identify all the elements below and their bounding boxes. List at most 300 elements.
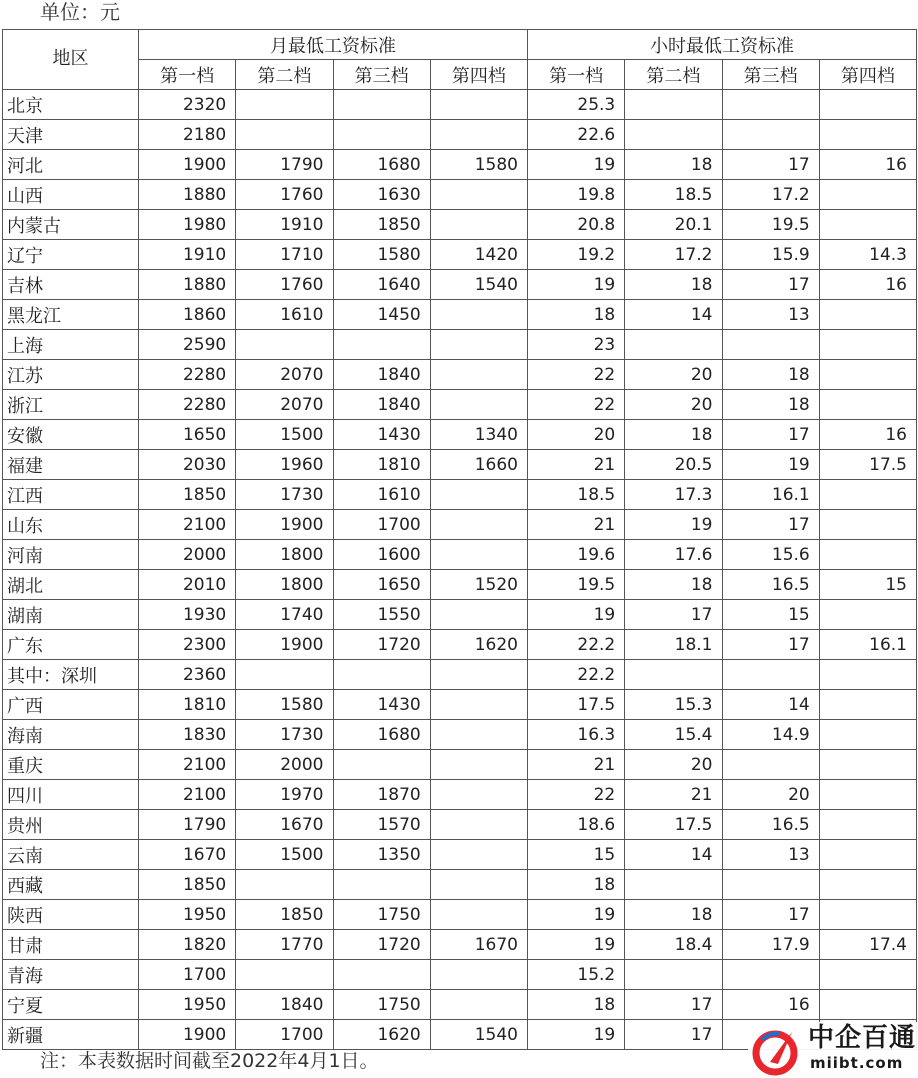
tier-header: 第四档 xyxy=(430,60,527,90)
monthly-wage-cell xyxy=(430,210,527,240)
monthly-wage-cell: 1960 xyxy=(236,450,333,480)
region-cell: 安徽 xyxy=(3,420,139,450)
hourly-wage-cell: 16 xyxy=(819,420,916,450)
region-cell: 山东 xyxy=(3,510,139,540)
monthly-wage-cell: 1700 xyxy=(139,960,236,990)
table-row xyxy=(3,270,917,300)
hourly-wage-cell: 18 xyxy=(625,900,722,930)
monthly-wage-cell xyxy=(430,690,527,720)
monthly-wage-cell xyxy=(236,960,333,990)
hourly-wage-cell: 22 xyxy=(528,780,625,810)
monthly-wage-cell: 1670 xyxy=(139,840,236,870)
region-cell: 海南 xyxy=(3,720,139,750)
monthly-wage-cell: 1760 xyxy=(236,180,333,210)
hourly-wage-cell: 19 xyxy=(625,510,722,540)
monthly-wage-cell: 1810 xyxy=(139,690,236,720)
hourly-wage-cell: 18 xyxy=(625,150,722,180)
hourly-wage-cell: 20 xyxy=(625,360,722,390)
hourly-wage-cell: 19 xyxy=(528,1020,625,1050)
monthly-wage-cell: 1860 xyxy=(139,300,236,330)
monthly-wage-cell xyxy=(430,990,527,1020)
monthly-wage-cell: 1870 xyxy=(333,780,430,810)
monthly-wage-cell: 1720 xyxy=(333,630,430,660)
monthly-wage-cell: 1550 xyxy=(333,600,430,630)
region-cell: 新疆 xyxy=(3,1020,139,1050)
hourly-wage-cell: 20 xyxy=(722,780,819,810)
monthly-wage-cell: 1430 xyxy=(333,420,430,450)
hourly-wage-cell xyxy=(722,750,819,780)
monthly-wage-cell: 1630 xyxy=(333,180,430,210)
monthly-wage-cell: 1830 xyxy=(139,720,236,750)
hourly-wage-cell xyxy=(625,960,722,990)
monthly-wage-cell: 2280 xyxy=(139,360,236,390)
monthly-wage-cell xyxy=(236,90,333,120)
hourly-wage-cell: 19 xyxy=(528,600,625,630)
hourly-wage-cell xyxy=(819,810,916,840)
monthly-wage-cell: 1580 xyxy=(430,150,527,180)
hourly-wage-cell: 18 xyxy=(625,270,722,300)
hourly-wage-cell xyxy=(819,360,916,390)
hourly-wage-cell: 17 xyxy=(722,420,819,450)
hourly-wage-cell: 17 xyxy=(722,630,819,660)
hourly-wage-cell: 16 xyxy=(819,150,916,180)
monthly-wage-cell: 2320 xyxy=(139,90,236,120)
hourly-wage-cell: 21 xyxy=(625,780,722,810)
table-row xyxy=(3,510,917,540)
hourly-wage-cell: 19 xyxy=(722,450,819,480)
monthly-wage-cell xyxy=(430,900,527,930)
monthly-wage-cell: 1820 xyxy=(139,930,236,960)
table-header xyxy=(3,30,917,90)
hourly-wage-cell: 17.3 xyxy=(625,480,722,510)
monthly-wage-cell: 1500 xyxy=(236,840,333,870)
monthly-wage-cell: 2000 xyxy=(236,750,333,780)
region-cell: 江苏 xyxy=(3,360,139,390)
hourly-wage-cell: 19.8 xyxy=(528,180,625,210)
hourly-wage-cell xyxy=(819,120,916,150)
monthly-wage-cell: 2010 xyxy=(139,570,236,600)
monthly-wage-cell: 1900 xyxy=(139,1020,236,1050)
monthly-wage-cell: 1980 xyxy=(139,210,236,240)
hourly-wage-cell: 20.8 xyxy=(528,210,625,240)
table-body xyxy=(3,90,917,1050)
tier-header: 第四档 xyxy=(819,60,916,90)
monthly-wage-cell: 1650 xyxy=(333,570,430,600)
monthly-wage-cell xyxy=(430,780,527,810)
hourly-wage-cell: 14 xyxy=(625,840,722,870)
monthly-wage-cell: 1650 xyxy=(139,420,236,450)
table-row xyxy=(3,630,917,660)
monthly-wage-cell xyxy=(236,120,333,150)
hourly-wage-cell: 15.9 xyxy=(722,240,819,270)
hourly-wage-cell: 17 xyxy=(722,510,819,540)
region-cell: 内蒙古 xyxy=(3,210,139,240)
hourly-wage-cell: 19 xyxy=(528,900,625,930)
region-cell: 河南 xyxy=(3,540,139,570)
table-row xyxy=(3,210,917,240)
tier-header: 第三档 xyxy=(333,60,430,90)
hourly-wage-cell: 22 xyxy=(528,390,625,420)
monthly-wage-cell: 1930 xyxy=(139,600,236,630)
monthly-wage-header: 月最低工资标准 xyxy=(139,30,528,60)
watermark-url: miibt.com xyxy=(810,1054,904,1072)
table-row xyxy=(3,840,917,870)
table-row xyxy=(3,420,917,450)
hourly-wage-cell: 17 xyxy=(722,150,819,180)
region-cell: 湖北 xyxy=(3,570,139,600)
hourly-wage-cell: 15.6 xyxy=(722,540,819,570)
hourly-wage-cell: 22 xyxy=(528,360,625,390)
table-row xyxy=(3,720,917,750)
region-cell: 辽宁 xyxy=(3,240,139,270)
unit-label: 单位：元 xyxy=(40,0,120,24)
watermark-name: 中企百通 xyxy=(808,1023,917,1053)
region-cell: 黑龙江 xyxy=(3,300,139,330)
region-cell: 重庆 xyxy=(3,750,139,780)
hourly-wage-cell xyxy=(819,870,916,900)
monthly-wage-cell xyxy=(236,870,333,900)
monthly-wage-cell xyxy=(430,750,527,780)
hourly-wage-cell: 14.3 xyxy=(819,240,916,270)
region-cell: 甘肃 xyxy=(3,930,139,960)
monthly-wage-cell: 1580 xyxy=(236,690,333,720)
monthly-wage-cell: 2590 xyxy=(139,330,236,360)
monthly-wage-cell: 1880 xyxy=(139,180,236,210)
monthly-wage-cell xyxy=(430,870,527,900)
monthly-wage-cell: 1810 xyxy=(333,450,430,480)
monthly-wage-cell: 1850 xyxy=(236,900,333,930)
hourly-wage-cell xyxy=(722,660,819,690)
monthly-wage-cell: 1640 xyxy=(333,270,430,300)
hourly-wage-cell: 17 xyxy=(625,1020,722,1050)
monthly-wage-cell: 1700 xyxy=(236,1020,333,1050)
monthly-wage-cell: 1840 xyxy=(333,360,430,390)
monthly-wage-cell: 1620 xyxy=(333,1020,430,1050)
monthly-wage-cell xyxy=(430,390,527,420)
table-row xyxy=(3,450,917,480)
monthly-wage-cell: 2300 xyxy=(139,630,236,660)
monthly-wage-cell: 1910 xyxy=(139,240,236,270)
hourly-wage-cell xyxy=(819,900,916,930)
hourly-wage-cell xyxy=(722,120,819,150)
hourly-wage-cell: 17.2 xyxy=(625,240,722,270)
monthly-wage-cell: 1900 xyxy=(236,510,333,540)
region-cell: 青海 xyxy=(3,960,139,990)
hourly-wage-cell: 18.5 xyxy=(625,180,722,210)
hourly-wage-cell: 19.6 xyxy=(528,540,625,570)
monthly-wage-cell: 2000 xyxy=(139,540,236,570)
monthly-wage-cell: 1730 xyxy=(236,720,333,750)
monthly-wage-cell: 2070 xyxy=(236,360,333,390)
hourly-wage-cell: 14.9 xyxy=(722,720,819,750)
monthly-wage-cell: 1730 xyxy=(236,480,333,510)
monthly-wage-cell: 1910 xyxy=(236,210,333,240)
region-cell: 天津 xyxy=(3,120,139,150)
monthly-wage-cell: 1430 xyxy=(333,690,430,720)
hourly-wage-cell: 18.6 xyxy=(528,810,625,840)
table-row xyxy=(3,960,917,990)
hourly-wage-cell xyxy=(625,660,722,690)
monthly-wage-cell: 2360 xyxy=(139,660,236,690)
monthly-wage-cell: 1700 xyxy=(333,510,430,540)
region-cell: 河北 xyxy=(3,150,139,180)
monthly-wage-cell: 1670 xyxy=(430,930,527,960)
logo-mark-icon xyxy=(748,1022,808,1078)
hourly-wage-cell: 25.3 xyxy=(528,90,625,120)
monthly-wage-cell xyxy=(333,90,430,120)
hourly-wage-cell xyxy=(819,540,916,570)
region-cell: 吉林 xyxy=(3,270,139,300)
hourly-wage-cell: 13 xyxy=(722,840,819,870)
monthly-wage-cell: 2100 xyxy=(139,510,236,540)
monthly-wage-cell: 1790 xyxy=(139,810,236,840)
hourly-wage-cell: 17 xyxy=(722,270,819,300)
monthly-wage-cell: 1680 xyxy=(333,150,430,180)
hourly-wage-cell xyxy=(625,120,722,150)
monthly-wage-cell xyxy=(430,180,527,210)
monthly-wage-cell: 1570 xyxy=(333,810,430,840)
hourly-wage-cell: 15 xyxy=(722,600,819,630)
monthly-wage-cell: 1720 xyxy=(333,930,430,960)
table-row xyxy=(3,90,917,120)
monthly-wage-cell: 1750 xyxy=(333,900,430,930)
hourly-wage-cell: 19.5 xyxy=(528,570,625,600)
hourly-wage-cell xyxy=(819,510,916,540)
region-cell: 福建 xyxy=(3,450,139,480)
monthly-wage-cell xyxy=(430,480,527,510)
table-row xyxy=(3,570,917,600)
hourly-wage-cell: 19.2 xyxy=(528,240,625,270)
monthly-wage-cell: 1450 xyxy=(333,300,430,330)
monthly-wage-cell xyxy=(430,120,527,150)
region-cell: 宁夏 xyxy=(3,990,139,1020)
hourly-wage-cell: 21 xyxy=(528,450,625,480)
monthly-wage-cell: 1740 xyxy=(236,600,333,630)
hourly-wage-cell: 22.2 xyxy=(528,630,625,660)
hourly-wage-cell xyxy=(819,210,916,240)
hourly-wage-cell xyxy=(819,990,916,1020)
monthly-wage-cell: 1970 xyxy=(236,780,333,810)
monthly-wage-cell: 1900 xyxy=(139,150,236,180)
region-cell: 西藏 xyxy=(3,870,139,900)
hourly-wage-cell xyxy=(722,870,819,900)
monthly-wage-cell: 1670 xyxy=(236,810,333,840)
tier-header: 第二档 xyxy=(236,60,333,90)
table-row xyxy=(3,240,917,270)
hourly-wage-cell xyxy=(819,480,916,510)
hourly-wage-cell: 18 xyxy=(528,990,625,1020)
hourly-wage-cell xyxy=(819,690,916,720)
hourly-wage-cell: 16.1 xyxy=(722,480,819,510)
hourly-wage-cell: 16 xyxy=(819,270,916,300)
hourly-wage-cell: 15 xyxy=(819,570,916,600)
hourly-wage-cell xyxy=(819,330,916,360)
monthly-wage-cell: 1800 xyxy=(236,540,333,570)
hourly-wage-cell: 17.5 xyxy=(819,450,916,480)
monthly-wage-cell: 1840 xyxy=(236,990,333,1020)
hourly-wage-cell: 14 xyxy=(722,690,819,720)
hourly-wage-cell xyxy=(819,720,916,750)
watermark-logo xyxy=(748,1022,918,1078)
table-row xyxy=(3,990,917,1020)
hourly-wage-cell: 19 xyxy=(528,270,625,300)
monthly-wage-cell: 1900 xyxy=(236,630,333,660)
hourly-wage-cell: 20 xyxy=(625,390,722,420)
tier-header: 第三档 xyxy=(722,60,819,90)
region-cell: 山西 xyxy=(3,180,139,210)
monthly-wage-cell: 2070 xyxy=(236,390,333,420)
table-row xyxy=(3,930,917,960)
hourly-wage-cell xyxy=(722,90,819,120)
table-row xyxy=(3,750,917,780)
monthly-wage-cell: 1750 xyxy=(333,990,430,1020)
table-row xyxy=(3,480,917,510)
hourly-wage-cell: 17 xyxy=(625,600,722,630)
hourly-wage-cell: 15 xyxy=(528,840,625,870)
monthly-wage-cell xyxy=(333,660,430,690)
monthly-wage-cell xyxy=(430,510,527,540)
monthly-wage-cell xyxy=(430,840,527,870)
monthly-wage-cell xyxy=(430,720,527,750)
region-cell: 江西 xyxy=(3,480,139,510)
monthly-wage-cell: 1790 xyxy=(236,150,333,180)
hourly-wage-cell: 20 xyxy=(528,420,625,450)
monthly-wage-cell: 1760 xyxy=(236,270,333,300)
hourly-wage-cell: 18 xyxy=(625,420,722,450)
region-cell: 广西 xyxy=(3,690,139,720)
table-row xyxy=(3,390,917,420)
hourly-wage-cell xyxy=(625,90,722,120)
region-cell: 四川 xyxy=(3,780,139,810)
table-row xyxy=(3,810,917,840)
hourly-wage-cell: 17.5 xyxy=(528,690,625,720)
region-cell: 其中：深圳 xyxy=(3,660,139,690)
monthly-wage-cell xyxy=(236,330,333,360)
monthly-wage-cell xyxy=(333,870,430,900)
hourly-wage-cell xyxy=(819,300,916,330)
hourly-wage-cell: 16.3 xyxy=(528,720,625,750)
monthly-wage-cell xyxy=(430,810,527,840)
monthly-wage-cell xyxy=(430,330,527,360)
monthly-wage-cell: 1520 xyxy=(430,570,527,600)
region-cell: 北京 xyxy=(3,90,139,120)
hourly-wage-cell: 20 xyxy=(625,750,722,780)
monthly-wage-cell: 1840 xyxy=(333,390,430,420)
footnote: 注：本表数据时间截至2022年4月1日。 xyxy=(40,1050,379,1072)
tier-header: 第一档 xyxy=(139,60,236,90)
monthly-wage-cell: 1850 xyxy=(139,870,236,900)
monthly-wage-cell: 1950 xyxy=(139,900,236,930)
hourly-wage-cell: 20.5 xyxy=(625,450,722,480)
monthly-wage-cell: 1580 xyxy=(333,240,430,270)
table-row xyxy=(3,540,917,570)
table-row xyxy=(3,150,917,180)
monthly-wage-cell: 1540 xyxy=(430,270,527,300)
monthly-wage-cell: 1770 xyxy=(236,930,333,960)
monthly-wage-cell: 1610 xyxy=(236,300,333,330)
hourly-wage-cell: 17.6 xyxy=(625,540,722,570)
monthly-wage-cell: 2280 xyxy=(139,390,236,420)
hourly-wage-cell: 16.1 xyxy=(819,630,916,660)
minimum-wage-table xyxy=(2,29,917,1050)
monthly-wage-cell xyxy=(430,300,527,330)
monthly-wage-cell: 1420 xyxy=(430,240,527,270)
hourly-wage-cell: 16.5 xyxy=(722,570,819,600)
monthly-wage-cell: 1680 xyxy=(333,720,430,750)
monthly-wage-cell: 1880 xyxy=(139,270,236,300)
tier-header: 第二档 xyxy=(625,60,722,90)
hourly-wage-cell xyxy=(819,750,916,780)
table-row xyxy=(3,180,917,210)
monthly-wage-cell: 1610 xyxy=(333,480,430,510)
hourly-wage-cell: 21 xyxy=(528,510,625,540)
monthly-wage-cell: 1350 xyxy=(333,840,430,870)
table-row xyxy=(3,780,917,810)
hourly-wage-cell: 17.2 xyxy=(722,180,819,210)
hourly-wage-cell: 15.4 xyxy=(625,720,722,750)
monthly-wage-cell xyxy=(430,90,527,120)
hourly-wage-cell: 15.2 xyxy=(528,960,625,990)
monthly-wage-cell: 1850 xyxy=(139,480,236,510)
hourly-wage-cell: 17.4 xyxy=(819,930,916,960)
hourly-wage-cell: 14 xyxy=(625,300,722,330)
monthly-wage-cell: 2180 xyxy=(139,120,236,150)
hourly-wage-cell: 18 xyxy=(722,390,819,420)
hourly-wage-cell: 15.3 xyxy=(625,690,722,720)
hourly-wage-cell xyxy=(819,840,916,870)
hourly-wage-cell: 16 xyxy=(722,990,819,1020)
hourly-wage-cell xyxy=(819,600,916,630)
hourly-wage-header: 小时最低工资标准 xyxy=(528,30,917,60)
region-cell: 浙江 xyxy=(3,390,139,420)
hourly-wage-cell: 18 xyxy=(722,360,819,390)
monthly-wage-cell: 1710 xyxy=(236,240,333,270)
monthly-wage-cell: 1340 xyxy=(430,420,527,450)
table-row xyxy=(3,660,917,690)
hourly-wage-cell: 13 xyxy=(722,300,819,330)
table-row xyxy=(3,870,917,900)
hourly-wage-cell: 18.4 xyxy=(625,930,722,960)
hourly-wage-cell: 18 xyxy=(528,870,625,900)
hourly-wage-cell: 22.6 xyxy=(528,120,625,150)
region-cell: 广东 xyxy=(3,630,139,660)
hourly-wage-cell: 18 xyxy=(528,300,625,330)
tier-header: 第一档 xyxy=(528,60,625,90)
hourly-wage-cell: 23 xyxy=(528,330,625,360)
region-cell: 陕西 xyxy=(3,900,139,930)
hourly-wage-cell xyxy=(819,90,916,120)
hourly-wage-cell: 22.2 xyxy=(528,660,625,690)
table-row xyxy=(3,690,917,720)
monthly-wage-cell xyxy=(333,330,430,360)
hourly-wage-cell: 17.9 xyxy=(722,930,819,960)
monthly-wage-cell: 1950 xyxy=(139,990,236,1020)
monthly-wage-cell: 1800 xyxy=(236,570,333,600)
hourly-wage-cell: 17 xyxy=(722,900,819,930)
monthly-wage-cell: 1850 xyxy=(333,210,430,240)
hourly-wage-cell: 17 xyxy=(625,990,722,1020)
hourly-wage-cell: 19 xyxy=(528,150,625,180)
hourly-wage-cell: 16.5 xyxy=(722,810,819,840)
table-row xyxy=(3,900,917,930)
monthly-wage-cell xyxy=(333,120,430,150)
table-row xyxy=(3,600,917,630)
monthly-wage-cell xyxy=(430,360,527,390)
hourly-wage-cell: 18 xyxy=(625,570,722,600)
hourly-wage-cell xyxy=(819,960,916,990)
table-row xyxy=(3,330,917,360)
hourly-wage-cell xyxy=(819,780,916,810)
